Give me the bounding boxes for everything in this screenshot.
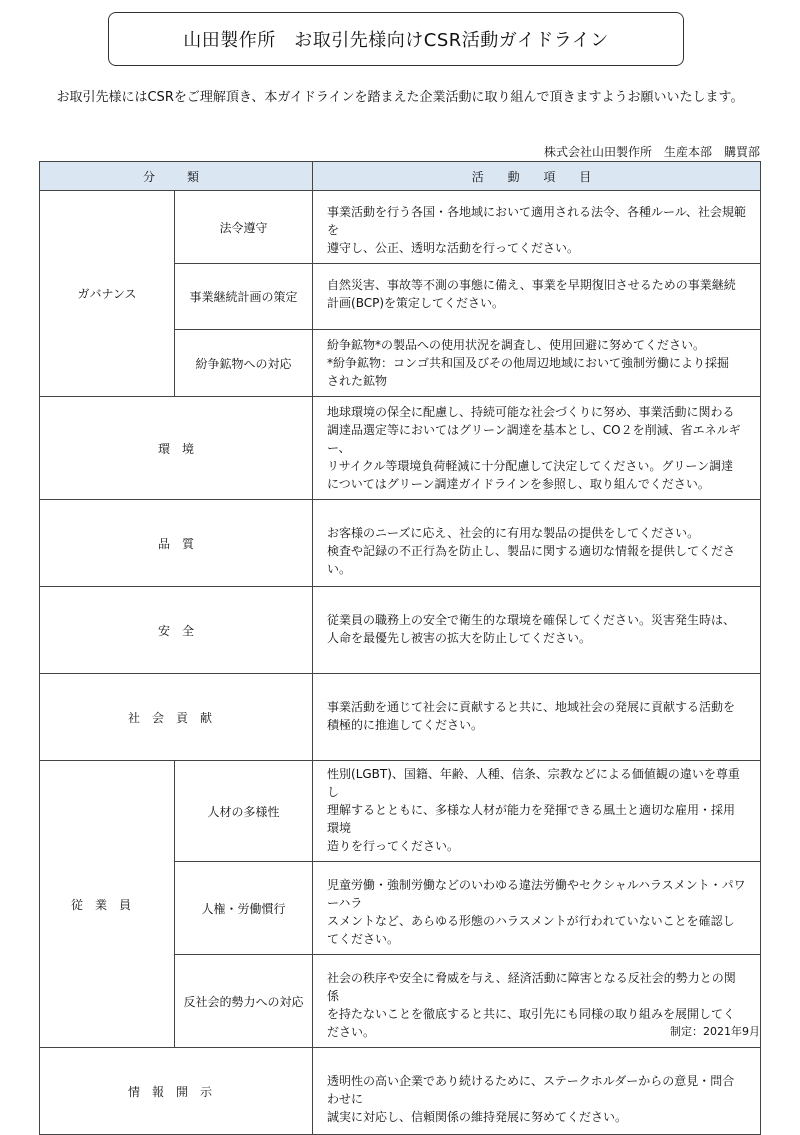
category-disclosure: 情報開示: [40, 1048, 313, 1135]
subcategory-antisocial-forces: 反社会的勢力への対応: [175, 955, 313, 1048]
page-title: [108, 12, 684, 66]
table-row: [40, 761, 761, 862]
category-environment: 環 境: [40, 397, 313, 500]
page-title-text: 山田製作所 お取引先様向けCSR活動ガイドライン: [183, 30, 609, 51]
activity-quality: お客様のニーズに応え、社会的に有用な製品の提供をしてください。 検査や記録の不正行為を防止し、製品に関する適切な情報を提供してください。: [313, 500, 761, 587]
table-row: [40, 674, 761, 761]
department-name: 株式会社山田製作所 生産本部 購買部: [543, 145, 760, 159]
activity-conflict-minerals: 紛争鉱物*の製品への使用状況を調査し、使用回避に努めてください。 *紛争鉱物：コンゴ共和国及びその他周辺地域において強制労働により採掘 された鉱物: [313, 330, 761, 397]
intro-text: お取引先様にはCSRをご理解頂き、本ガイドラインを踏まえた企業活動に取り組んで頂きますようお願いいたします。: [56, 90, 744, 105]
category-governance: ガバナンス: [40, 191, 175, 397]
subcategory-conflict-minerals: 紛争鉱物への対応: [175, 330, 313, 397]
activity-diversity: 性別(LGBT)、国籍、年齢、人種、信条、宗教などによる価値観の違いを尊重し 理解するとともに、多様な人材が能力を発揮できる風土と適切な雇用・採用環境 造りを行ってください。: [313, 761, 761, 862]
subcategory-legal-compliance: 法令遵守: [175, 191, 313, 264]
table-header-row: [40, 162, 761, 191]
activity-environment: 地球環境の保全に配慮し、持続可能な社会づくりに努め、事業活動に関わる 調達品選定等においてはグリーン調達を基本とし、CO２を削減、省エネルギー、 リサイクル等環境負荷軽減に十分配慮して決定してください。グリーン調達 についてはグリーン調達ガイドラインを参照し、取り組んでください。: [313, 397, 761, 500]
activity-disclosure: 透明性の高い企業であり続けるために、ステークホルダーからの意見・問合わせに 誠実に対応し、信頼関係の維持発展に努めてください。: [313, 1048, 761, 1135]
table-row: [40, 500, 761, 587]
guideline-table: [39, 161, 761, 1135]
subcategory-human-rights: 人権・労働慣行: [175, 862, 313, 955]
header-category: 分 類: [40, 162, 313, 191]
activity-human-rights: 児童労働・強制労働などのいわゆる違法労働やセクシャルハラスメント・パワーハラ スメントなど、あらゆる形態のハラスメントが行われていないことを確認してください。: [313, 862, 761, 955]
enactment-date: 制定：2021年9月: [670, 1025, 760, 1038]
table-row: [40, 397, 761, 500]
subcategory-bcp: 事業継続計画の策定: [175, 264, 313, 330]
category-safety: 安 全: [40, 587, 313, 674]
category-quality: 品 質: [40, 500, 313, 587]
activity-bcp: 自然災害、事故等不測の事態に備え、事業を早期復旧させるための事業継続 計画(BCP)を策定してください。: [313, 264, 761, 330]
activity-antisocial-forces: 社会の秩序や安全に脅威を与え、経済活動に障害となる反社会的勢力との関係 を持たないことを徹底すると共に、取引先にも同様の取り組みを展開してください。: [313, 955, 761, 1048]
activity-legal-compliance: 事業活動を行う各国・各地域において適用される法令、各種ルール、社会規範を 遵守し、公正、透明な活動を行ってください。: [313, 191, 761, 264]
header-activity: 活 動 項 目: [313, 162, 761, 191]
table-row: [40, 191, 761, 264]
activity-social-contribution: 事業活動を通じて社会に貢献すると共に、地域社会の発展に貢献する活動を 積極的に推進してください。: [313, 674, 761, 761]
subcategory-diversity: 人材の多様性: [175, 761, 313, 862]
table-row: [40, 1048, 761, 1135]
table-row: [40, 587, 761, 674]
category-employees: 従業員: [40, 761, 175, 1048]
category-social-contribution: 社会貢献: [40, 674, 313, 761]
activity-safety: 従業員の職務上の安全で衛生的な環境を確保してください。災害発生時は、 人命を最優先し被害の拡大を防止してください。: [313, 587, 761, 674]
